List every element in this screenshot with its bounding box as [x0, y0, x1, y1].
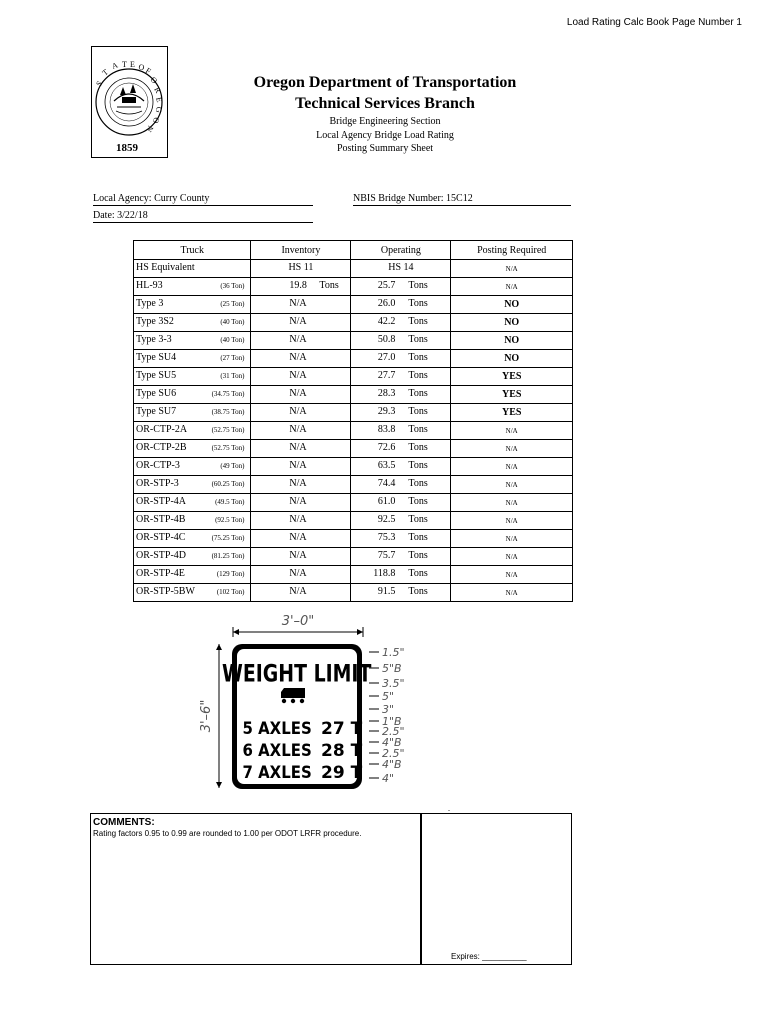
- table-row: [134, 404, 573, 422]
- posting-cell: [451, 386, 573, 404]
- truck-name: Type 3-3: [136, 334, 172, 345]
- operating-cell: [351, 368, 451, 386]
- posting-value: N/A: [505, 517, 518, 525]
- operating-unit: Tons: [408, 406, 428, 417]
- truck-weight: (49 Ton): [220, 462, 245, 470]
- sign-height-dimension: 3'–6": [199, 699, 214, 733]
- table-row: [134, 494, 573, 512]
- operating-value: 118.8: [373, 568, 396, 579]
- truck-name: HL-93: [136, 280, 163, 291]
- spacing-label: 3": [382, 703, 395, 716]
- truck-weight: (75.25 Ton): [211, 534, 245, 542]
- truck-weight: (102 Ton): [216, 588, 245, 596]
- truck-cell: [134, 350, 251, 368]
- posting-value: N/A: [505, 481, 518, 489]
- inventory-value: N/A: [289, 550, 307, 561]
- engineer-stamp-box: [421, 813, 572, 965]
- svg-text:O: O: [137, 62, 146, 73]
- hs-operating-value: HS 14: [388, 262, 414, 273]
- posting-cell: [451, 368, 573, 386]
- inventory-cell: [251, 368, 351, 386]
- document-subject: Local Agency Bridge Load Rating: [316, 130, 454, 141]
- operating-unit: Tons: [408, 388, 428, 399]
- posting-cell: [451, 458, 573, 476]
- table-row: [134, 386, 573, 404]
- header-operating: Operating: [351, 241, 451, 260]
- operating-unit: Tons: [408, 298, 428, 309]
- inventory-value: N/A: [289, 442, 307, 453]
- truck-name: OR-STP-4A: [136, 496, 187, 507]
- comments-label: COMMENTS:: [93, 817, 155, 828]
- sign-line-3-axles: 7 AXLES: [242, 762, 312, 783]
- truck-cell: [134, 458, 251, 476]
- operating-value: 63.5: [377, 460, 396, 471]
- document-type: Posting Summary Sheet: [336, 143, 434, 154]
- svg-text:S: S: [94, 79, 105, 89]
- inventory-cell: [251, 422, 351, 440]
- inventory-cell: [251, 386, 351, 404]
- inventory-value: N/A: [289, 316, 307, 327]
- truck-name: Type SU4: [136, 352, 177, 363]
- operating-value: 27.0: [377, 352, 396, 363]
- posting-cell: [451, 278, 573, 296]
- operating-cell: [351, 440, 451, 458]
- table-row: [134, 458, 573, 476]
- svg-text:N: N: [144, 124, 156, 134]
- truck-name: Type SU7: [136, 406, 177, 417]
- truck-weight: (31 Ton): [220, 372, 245, 380]
- truck-cell: [134, 494, 251, 512]
- table-row: [134, 476, 573, 494]
- truck-weight: (40 Ton): [220, 318, 245, 326]
- inventory-cell: [251, 458, 351, 476]
- inventory-cell: [251, 548, 351, 566]
- inventory-cell: [251, 494, 351, 512]
- table-row: [134, 278, 573, 296]
- oregon-state-seal: [91, 46, 168, 158]
- truck-name: OR-CTP-3: [136, 460, 180, 471]
- operating-unit: Tons: [408, 550, 428, 561]
- posting-value: N/A: [505, 589, 518, 597]
- table-row: [134, 440, 573, 458]
- header-posting-required: Posting Required: [451, 241, 573, 260]
- branch-title: Technical Services Branch: [295, 95, 475, 112]
- inventory-value: N/A: [289, 496, 307, 507]
- inventory-value: N/A: [289, 424, 307, 435]
- operating-value: 75.7: [377, 550, 396, 561]
- posting-cell: [451, 314, 573, 332]
- operating-unit: Tons: [408, 586, 428, 597]
- inventory-value: 19.8: [289, 280, 307, 291]
- sign-width-dimension: 3'–0": [281, 614, 315, 629]
- truck-cell: [134, 314, 251, 332]
- operating-cell: [351, 458, 451, 476]
- posting-value: NO: [504, 353, 520, 364]
- posting-value: N/A: [505, 427, 518, 435]
- truck-name: Type 3S2: [136, 316, 174, 327]
- table-row: [134, 314, 573, 332]
- posting-cell: [451, 296, 573, 314]
- table-row: [134, 296, 573, 314]
- operating-unit: Tons: [408, 280, 428, 291]
- posting-cell: [451, 530, 573, 548]
- operating-cell: [351, 332, 451, 350]
- truck-weight: (38.75 Ton): [211, 408, 245, 416]
- posting-cell: [451, 548, 573, 566]
- table-row: [134, 368, 573, 386]
- operating-unit: Tons: [408, 532, 428, 543]
- posting-cell: [451, 512, 573, 530]
- truck-weight: (52.75 Ton): [211, 444, 245, 452]
- inventory-value: N/A: [289, 478, 307, 489]
- truck-name: OR-CTP-2A: [136, 424, 188, 435]
- inventory-cell: [251, 332, 351, 350]
- hs-posting-value: N/A: [505, 265, 518, 273]
- operating-cell: [351, 422, 451, 440]
- posting-value: YES: [501, 371, 522, 382]
- nbis-bridge-number-field: NBIS Bridge Number: 15C12: [353, 193, 571, 206]
- inventory-cell: [251, 530, 351, 548]
- svg-text:E: E: [130, 60, 135, 69]
- stamp-expires: Expires: __________: [451, 952, 527, 961]
- truck-weight: (52.75 Ton): [211, 426, 245, 434]
- truck-cell: [134, 530, 251, 548]
- truck-weight: (60.25 Ton): [211, 480, 245, 488]
- operating-value: 91.5: [377, 586, 396, 597]
- truck-name: Type SU6: [136, 388, 177, 399]
- operating-value: 29.3: [377, 406, 396, 417]
- posting-cell: [451, 584, 573, 602]
- operating-unit: Tons: [408, 496, 428, 507]
- truck-cell: [134, 404, 251, 422]
- posting-value: N/A: [505, 445, 518, 453]
- truck-cell: [134, 368, 251, 386]
- operating-unit: Tons: [408, 334, 428, 345]
- spacing-label: 4"B: [382, 758, 402, 771]
- sign-spacing-labels: [369, 646, 405, 785]
- inventory-value: N/A: [289, 568, 307, 579]
- truck-cell: [134, 512, 251, 530]
- inventory-cell: [251, 440, 351, 458]
- sign-line-2-weight: 28 T: [321, 741, 363, 761]
- truck-cell: [134, 386, 251, 404]
- truck-cell: [134, 476, 251, 494]
- operating-unit: Tons: [408, 352, 428, 363]
- posting-cell: [451, 422, 573, 440]
- svg-text:T: T: [122, 60, 127, 69]
- hs-equivalent-label: HS Equivalent: [136, 262, 195, 273]
- truck-icon: [281, 688, 305, 703]
- operating-value: 27.7: [377, 370, 396, 381]
- truck-weight: (25 Ton): [220, 300, 245, 308]
- truck-cell: [134, 584, 251, 602]
- inventory-value: N/A: [289, 388, 307, 399]
- table-row: [134, 566, 573, 584]
- sign-line-2-axles: 6 AXLES: [242, 740, 312, 761]
- inventory-value: N/A: [289, 370, 307, 381]
- spacing-label: 4"B: [382, 736, 402, 749]
- sign-title: WEIGHT LIMIT: [222, 660, 372, 688]
- spacing-label: 2.5": [382, 747, 405, 760]
- section-name: Bridge Engineering Section: [329, 116, 441, 127]
- posting-cell: [451, 566, 573, 584]
- truck-cell: [134, 566, 251, 584]
- weight-limit-sign-drawing: [195, 610, 455, 800]
- inventory-cell: [251, 404, 351, 422]
- operating-cell: [351, 548, 451, 566]
- header-inventory: Inventory: [251, 241, 351, 260]
- date-field: Date: 3/22/18: [93, 210, 313, 223]
- inventory-value: N/A: [289, 532, 307, 543]
- spacing-label: 5": [382, 690, 395, 703]
- sign-line-1-axles: 5 AXLES: [242, 718, 312, 739]
- posting-value: N/A: [505, 571, 518, 579]
- truck-name: OR-STP-5BW: [136, 586, 195, 597]
- posting-value: N/A: [505, 535, 518, 543]
- load-rating-table: [133, 240, 573, 602]
- table-row: [134, 584, 573, 602]
- truck-weight: (129 Ton): [216, 570, 245, 578]
- operating-cell: [351, 530, 451, 548]
- operating-cell: [351, 350, 451, 368]
- posting-cell: [451, 332, 573, 350]
- inventory-cell: [251, 296, 351, 314]
- operating-value: 72.6: [377, 442, 396, 453]
- truck-cell: [134, 422, 251, 440]
- truck-name: OR-STP-4E: [136, 568, 185, 579]
- page-number: Load Rating Calc Book Page Number 1: [566, 17, 742, 28]
- table-row: [134, 422, 573, 440]
- operating-cell: [351, 494, 451, 512]
- truck-name: Type SU5: [136, 370, 177, 381]
- truck-cell: [134, 278, 251, 296]
- spacing-label: 5"B: [382, 662, 402, 675]
- inventory-value: N/A: [289, 298, 307, 309]
- posting-cell: [451, 350, 573, 368]
- posting-value: N/A: [505, 463, 518, 471]
- posting-value: N/A: [505, 553, 518, 561]
- sign-line-1-weight: 27 T: [321, 719, 363, 739]
- inventory-cell: [251, 512, 351, 530]
- operating-cell: [351, 512, 451, 530]
- operating-value: 83.8: [377, 424, 396, 435]
- posting-value: NO: [504, 299, 520, 310]
- posting-value: N/A: [505, 283, 518, 291]
- svg-text:R: R: [152, 85, 163, 95]
- operating-unit: Tons: [408, 460, 428, 471]
- svg-text:O: O: [151, 116, 161, 124]
- inventory-cell: [251, 314, 351, 332]
- operating-unit: Tons: [408, 514, 428, 525]
- operating-value: 50.8: [377, 334, 396, 345]
- svg-text:O: O: [148, 75, 160, 86]
- hs-inventory-value: HS 11: [288, 262, 314, 273]
- operating-value: 25.7: [377, 280, 396, 291]
- spacing-label: 4": [382, 772, 395, 785]
- operating-value: 74.4: [377, 478, 396, 489]
- inventory-cell: [251, 566, 351, 584]
- posting-cell: [451, 476, 573, 494]
- truck-weight: (49.5 Ton): [215, 498, 245, 506]
- truck-weight: (92.5 Ton): [215, 516, 245, 524]
- truck-name: OR-STP-4C: [136, 532, 186, 543]
- operating-value: 42.2: [377, 316, 396, 327]
- posting-value: N/A: [505, 499, 518, 507]
- inventory-cell: [251, 476, 351, 494]
- truck-cell: [134, 548, 251, 566]
- inventory-cell: [251, 350, 351, 368]
- inventory-value: N/A: [289, 352, 307, 363]
- posting-value: NO: [504, 317, 520, 328]
- operating-value: 61.0: [377, 496, 396, 507]
- posting-cell: [451, 440, 573, 458]
- operating-value: 28.3: [377, 388, 396, 399]
- local-agency-field: Local Agency: Curry County: [93, 193, 313, 206]
- table-row: [134, 512, 573, 530]
- hs-equivalent-row: [134, 260, 573, 278]
- truck-name: OR-STP-3: [136, 478, 179, 489]
- inventory-unit: Tons: [319, 280, 339, 291]
- truck-cell: [134, 296, 251, 314]
- comments-box: [90, 813, 421, 965]
- seal-year: 1859: [116, 142, 138, 154]
- truck-name: OR-STP-4B: [136, 514, 186, 525]
- posting-value: NO: [504, 335, 520, 346]
- operating-cell: [351, 386, 451, 404]
- posting-value: YES: [501, 407, 522, 418]
- operating-unit: Tons: [408, 568, 428, 579]
- svg-text:E: E: [154, 96, 165, 104]
- operating-unit: Tons: [408, 424, 428, 435]
- operating-value: 75.3: [377, 532, 396, 543]
- truck-weight: (40 Ton): [220, 336, 245, 344]
- inventory-value: N/A: [289, 514, 307, 525]
- posting-value: YES: [501, 389, 522, 400]
- table-row: [134, 548, 573, 566]
- stray-dot: .: [448, 804, 450, 813]
- sign-line-3-weight: 29 T: [321, 763, 363, 783]
- truck-weight: (27 Ton): [220, 354, 245, 362]
- operating-cell: [351, 584, 451, 602]
- spacing-label: 1"B: [382, 715, 402, 728]
- inventory-value: N/A: [289, 334, 307, 345]
- inventory-value: N/A: [289, 406, 307, 417]
- operating-value: 26.0: [377, 298, 396, 309]
- operating-cell: [351, 296, 451, 314]
- operating-cell: [351, 404, 451, 422]
- table-row: [134, 530, 573, 548]
- truck-name: Type 3: [136, 298, 164, 309]
- posting-cell: [451, 494, 573, 512]
- truck-name: OR-CTP-2B: [136, 442, 187, 453]
- spacing-label: 3.5": [382, 677, 405, 690]
- spacing-label: 1.5": [382, 646, 405, 659]
- posting-cell: [451, 404, 573, 422]
- operating-unit: Tons: [408, 370, 428, 381]
- comments-text: Rating factors 0.95 to 0.99 are rounded to 1.00 per ODOT LRFR procedure.: [93, 829, 362, 838]
- operating-unit: Tons: [408, 316, 428, 327]
- truck-name: OR-STP-4D: [136, 550, 187, 561]
- table-header-row: [134, 241, 573, 260]
- truck-weight: (81.25 Ton): [211, 552, 245, 560]
- svg-text:G: G: [154, 106, 164, 113]
- svg-text:F: F: [144, 65, 153, 76]
- table-row: [134, 332, 573, 350]
- operating-cell: [351, 314, 451, 332]
- operating-cell: [351, 566, 451, 584]
- inventory-value: N/A: [289, 586, 307, 597]
- operating-unit: Tons: [408, 442, 428, 453]
- header-truck: Truck: [134, 241, 251, 260]
- inventory-cell: [251, 584, 351, 602]
- operating-cell: [351, 476, 451, 494]
- inventory-cell: [251, 278, 351, 296]
- operating-value: 92.5: [377, 514, 396, 525]
- department-title: Oregon Department of Transportation: [253, 74, 517, 91]
- svg-text:A: A: [110, 60, 120, 71]
- spacing-label: 2.5": [382, 725, 405, 738]
- svg-text:T: T: [100, 67, 111, 78]
- truck-weight: (36 Ton): [220, 282, 245, 290]
- table-row: [134, 350, 573, 368]
- truck-weight: (34.75 Ton): [211, 390, 245, 398]
- truck-cell: [134, 332, 251, 350]
- operating-cell: [351, 278, 451, 296]
- truck-cell: [134, 440, 251, 458]
- operating-unit: Tons: [408, 478, 428, 489]
- inventory-value: N/A: [289, 460, 307, 471]
